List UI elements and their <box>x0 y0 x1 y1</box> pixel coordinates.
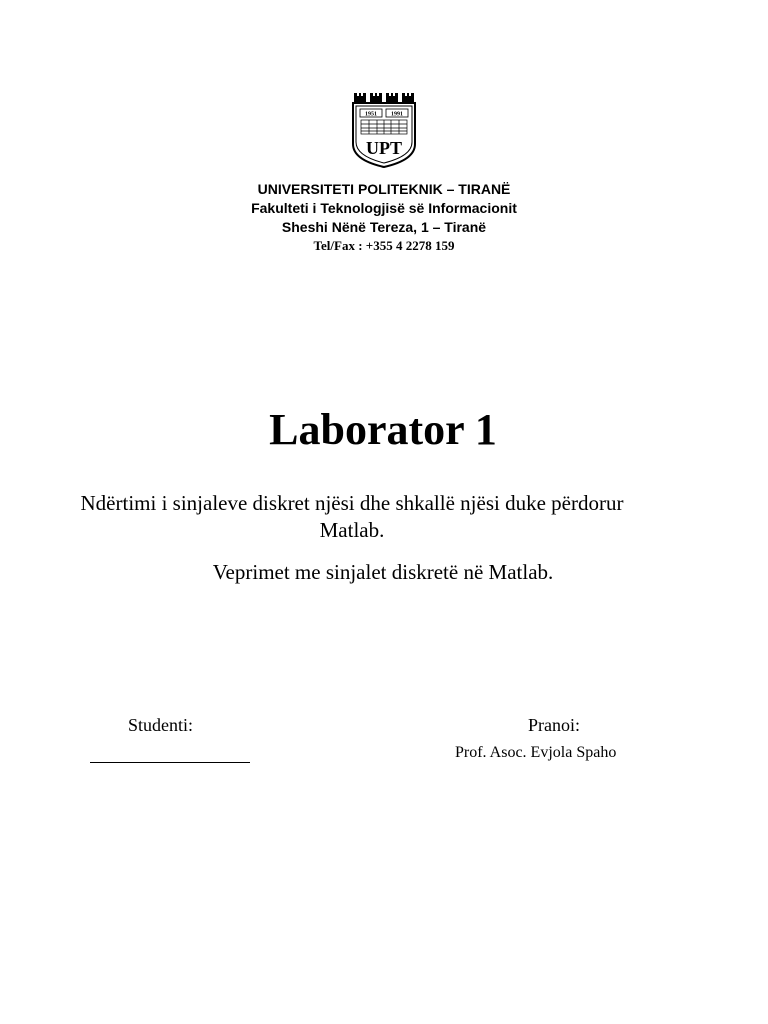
tel-fax: Tel/Fax : +355 4 2278 159 <box>313 238 455 253</box>
logo-year-right: 1991 <box>391 111 403 118</box>
upt-crest-icon <box>351 92 417 168</box>
lab-subtitle: Ndërtimi i sinjaleve diskret njësi dhe shkallë njësi duke përdorur Matlab. <box>80 491 624 542</box>
faculty-name: Fakulteti i Teknologjisë së Informacionit <box>251 200 517 216</box>
student-label: Studenti: <box>128 715 194 735</box>
logo-year-left: 1951 <box>365 111 377 118</box>
lab-operations: Veprimet me sinjalet diskretë në Matlab. <box>212 560 554 584</box>
student-signature-line <box>90 762 250 763</box>
logo-acronym: UPT <box>366 138 402 158</box>
university-address: Sheshi Nënë Tereza, 1 – Tiranë <box>281 219 487 235</box>
document-title: Laborator 1 <box>269 405 497 454</box>
professor-name: Prof. Asoc. Evjola Spaho <box>455 744 617 761</box>
accepted-label: Pranoi: <box>528 715 580 735</box>
university-name: UNIVERSITETI POLITEKNIK – TIRANË <box>257 181 511 197</box>
